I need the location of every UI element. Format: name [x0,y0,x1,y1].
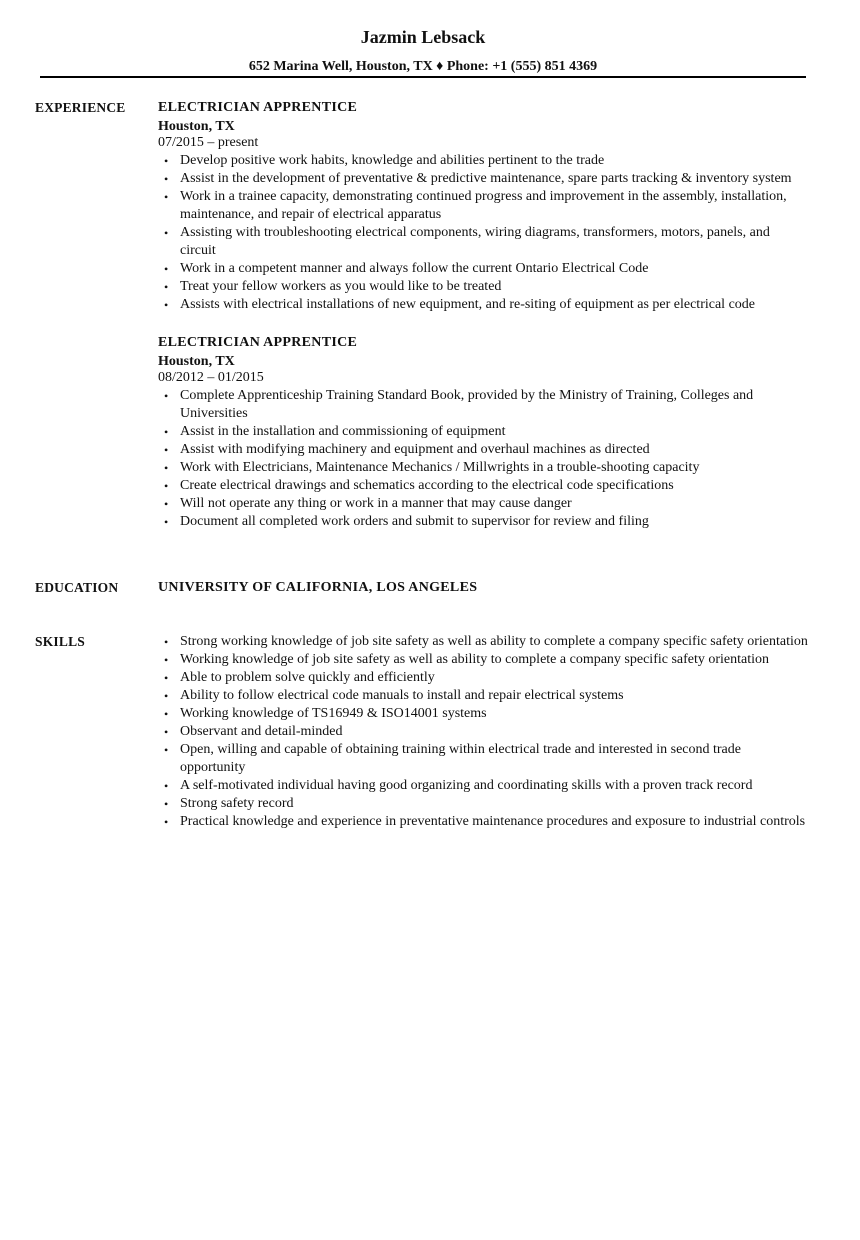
job-dates: 07/2015 – present [158,135,259,150]
list-item: • A self-motivated individual having good organizing and coordinating skills with a proven track record [158,777,808,795]
list-item: • Open, willing and capable of obtaining training within electrical trade and interested in second trade opportunity [158,741,808,777]
list-item: • Document all completed work orders and submit to supervisor for review and filing [158,513,808,531]
job-location: Houston, TX [158,354,235,369]
job-entry [158,334,808,531]
list-item: • Observant and detail-minded [158,723,808,741]
list-item: • Assist with modifying machinery and equipment and overhaul machines as directed [158,441,808,459]
skills-list [158,633,808,831]
list-item: • Strong working knowledge of job site safety as well as ability to complete a company specific safety orientation [158,633,808,651]
skills-body [158,633,808,831]
school-name: UNIVERSITY OF CALIFORNIA, LOS ANGELES [158,580,478,595]
list-item: • Work in a trainee capacity, demonstrating continued progress and improvement in the assembly, installation, maintenance, and repair of electrical apparatus [158,188,808,224]
list-item: • Assisting with troubleshooting electrical components, wiring diagrams, transformers, motors, panels, and circuit [158,224,808,260]
header-divider [40,76,806,78]
list-item: • Will not operate any thing or work in a manner that may cause danger [158,495,808,513]
list-item: • Complete Apprenticeship Training Standard Book, provided by the Ministry of Training, Colleges and Universities [158,387,808,423]
experience-body [158,99,808,551]
education-body [158,579,808,597]
list-item: • Work with Electricians, Maintenance Mechanics / Millwrights in a trouble-shooting capacity [158,459,808,477]
list-item: • Assist in the installation and commissioning of equipment [158,423,808,441]
job-entry [158,99,808,314]
job-duties-list [158,152,808,314]
list-item: • Assist in the development of preventative & predictive maintenance, spare parts tracking & inventory system [158,170,808,188]
list-item: • Strong safety record [158,795,808,813]
job-dates: 08/2012 – 01/2015 [158,370,264,385]
list-item: • Working knowledge of job site safety as well as ability to complete a company specific safety orientation [158,651,808,669]
list-item: • Create electrical drawings and schematics according to the electrical code specifications [158,477,808,495]
job-location: Houston, TX [158,119,235,134]
job-title: ELECTRICIAN APPRENTICE [158,335,358,350]
list-item: • Develop positive work habits, knowledge and abilities pertinent to the trade [158,152,808,170]
candidate-name: Jazmin Lebsack [360,27,486,47]
education-heading: EDUCATION [35,580,119,595]
list-item: • Assists with electrical installations of new equipment, and re-siting of equipment as per electrical code [158,296,808,314]
skills-heading: SKILLS [35,634,85,649]
list-item: • Work in a competent manner and always follow the current Ontario Electrical Code [158,260,808,278]
list-item: • Able to problem solve quickly and efficiently [158,669,808,687]
experience-heading: EXPERIENCE [35,100,126,115]
list-item: • Practical knowledge and experience in preventative maintenance procedures and exposure to industrial controls [158,813,808,831]
job-duties-list [158,387,808,531]
contact-line: 652 Marina Well, Houston, TX ♦ Phone: +1 (555) 851 4369 [248,59,598,74]
job-title: ELECTRICIAN APPRENTICE [158,100,358,115]
list-item: • Treat your fellow workers as you would like to be treated [158,278,808,296]
list-item: • Ability to follow electrical code manuals to install and repair electrical systems [158,687,808,705]
list-item: • Working knowledge of TS16949 & ISO14001 systems [158,705,808,723]
